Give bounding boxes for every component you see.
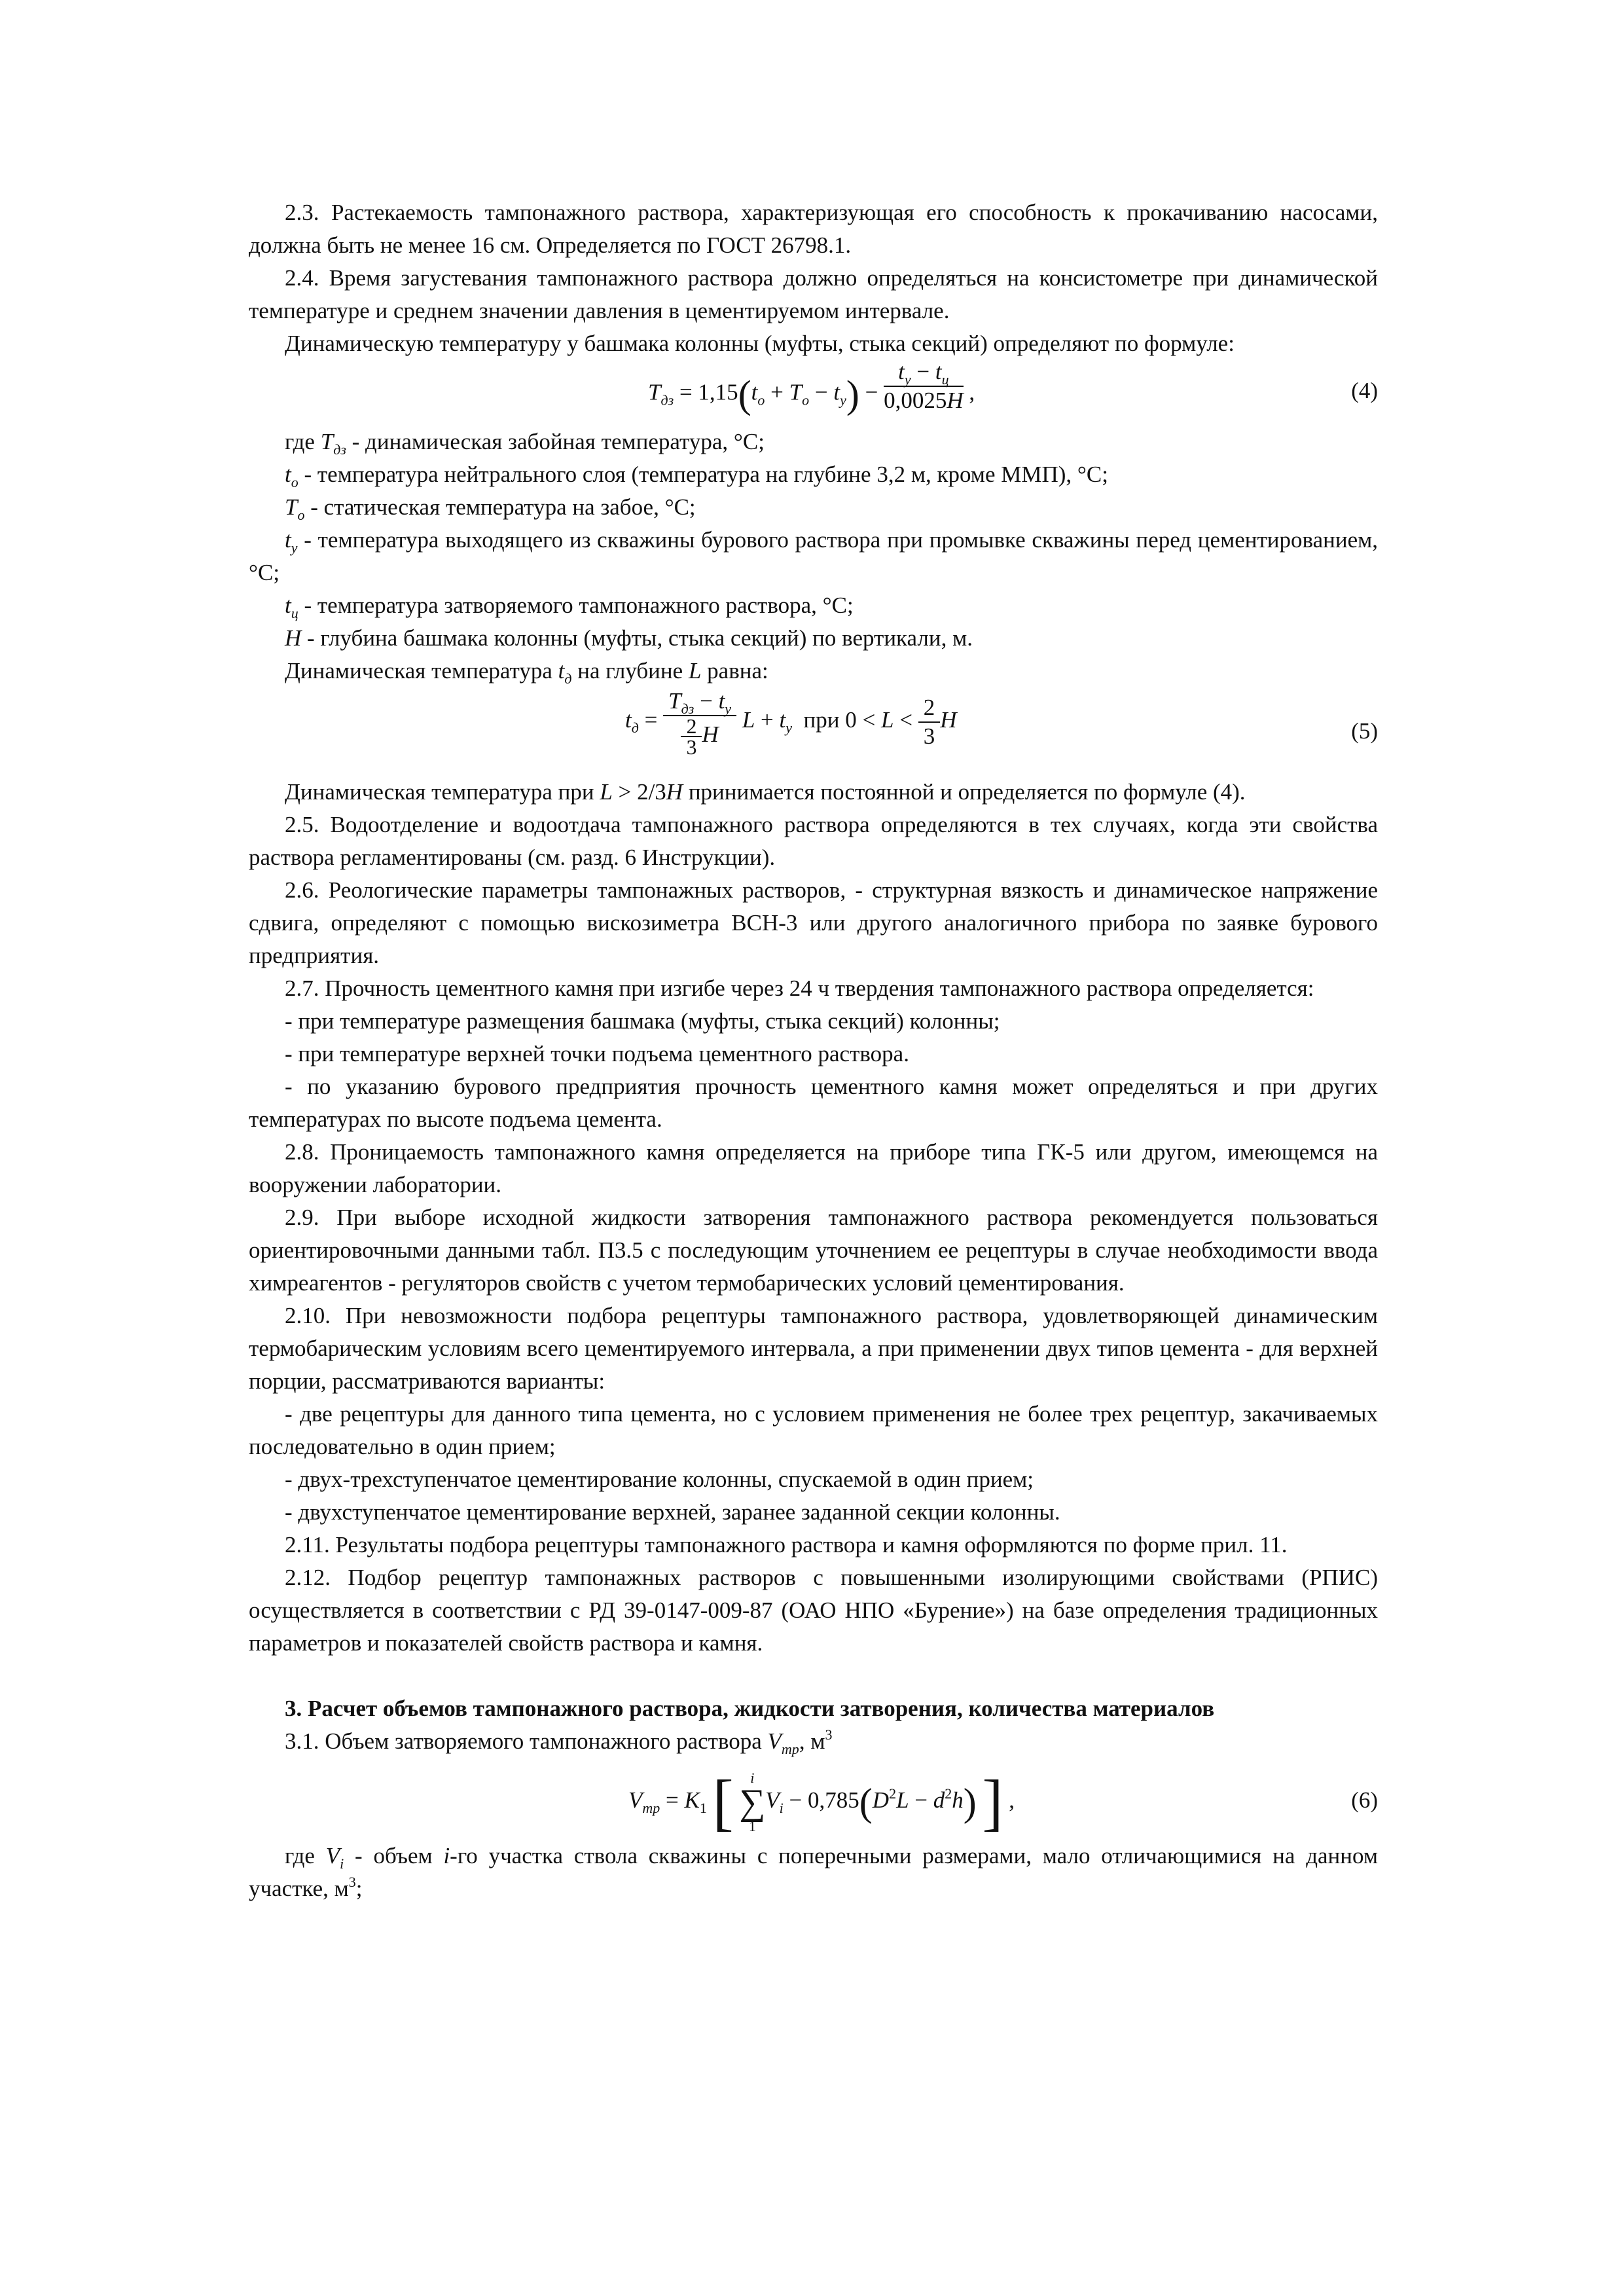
section-3-heading: 3. Расчет объемов тампонажного раствора, жидкости затворения, количества материалов: [285, 1696, 1215, 1721]
paragraph-2-8: 2.8. Проницаемость тампонажного камня определяется на приборе типа ГК-5 или другом, имеющемся на вооружении лаборатории.: [249, 1139, 1378, 1197]
paragraph-2-4: 2.4. Время загустевания тампонажного раствора должно определяться на консистометре при динамической температуре и среднем значении давления в цементируемом интервале.: [249, 265, 1378, 323]
definition-to: $t_o$ - температура нейтрального слоя (температура на глубине 3,2 м, кроме ММП), °С;: [285, 462, 1108, 490]
formula-4: $T_{дз} = 1,15(t_o + T_o - t_у)$ − $\frac{t_у - t_ц}{0,0025H}$ , (4): [648, 359, 1378, 416]
definition-ty: $t_у$ - температура выходящего из скважины бурового раствора при промывке скважины перед цементированием, °С;: [249, 527, 1378, 585]
formula-6: $V_{тр} = K_1$ [ i ∑ 1 $V_i - 0,785(D^2L - d^2h)$ ] , (6): [628, 1767, 1378, 1837]
definition-To: $T_o$ - статическая температура на забое, °С;: [285, 494, 696, 523]
paragraph-2-5: 2.5. Водоотделение и водоотдача тампонажного раствора определяются в тех случаях, когда эти свойства раствора регламентированы (см. разд. 6 Инструкции).: [249, 812, 1378, 870]
definition-H: H - глубина башмака колонны (муфты, стыка секций) по вертикали, м.: [285, 625, 973, 651]
definition-Vi: где $V_i$ - объем i-го участка ствола скважины с поперечными размерами, мало отличающимися на данном участке, $м^3$;: [249, 1843, 1378, 1901]
document-page: [249, 196, 1378, 1905]
paragraph-2-12: 2.12. Подбор рецептур тампонажных растворов с повышенными изолирующими свойствами (РПИС) осуществляется в соответствии с РД 39-0147-009-87 (ОАО НПО «Бурение») на базе определения традиционных параметров и показателей свойств раствора и камня.: [249, 1565, 1378, 1656]
list-item-2-10-b: - двух-трехступенчатое цементирование колонны, спускаемой в один прием;: [285, 1467, 1034, 1492]
paragraph-2-6: 2.6. Реологические параметры тампонажных растворов, - структурная вязкость и динамическое напряжение сдвига, определяют с помощью вискозиметра ВСН-3 или другого аналогичного прибора по заявке бурового предприятия.: [249, 877, 1378, 968]
formula-5-number: (5): [1351, 718, 1378, 744]
dynamic-temp-at-depth: Динамическая температура $t_д$ на глубине L равна:: [285, 658, 768, 687]
formula-4-number: (4): [1351, 378, 1378, 403]
definition-Toz: где $T_{дз}$ - динамическая забойная температура, °С;: [285, 429, 765, 458]
paragraph-2-10: 2.10. При невозможности подбора рецептуры тампонажного раствора, удовлетворяющей динамическим термобарическим условиям всего цементируемого интервала, а при применении двух типов цемента - для верхней порции, рассматриваются варианты:: [249, 1303, 1378, 1394]
list-item-2-7-c: - по указанию бурового предприятия прочность цементного камня может определяться и при других температурах по высоте подъема цемента.: [249, 1074, 1378, 1132]
formula-6-number: (6): [1351, 1787, 1378, 1813]
definition-tc: $t_ц$ - температура затворяемого тампонажного раствора, °С;: [285, 592, 854, 621]
paragraph-constant-temp: Динамическая температура при L > 2/3H принимается постоянной и определяется по формуле (4).: [285, 779, 1246, 805]
paragraph-3-1: 3.1. Объем затворяемого тампонажного раствора $V_{тр}$, $м^3$: [285, 1726, 833, 1757]
paragraph-dynamic-temp-intro: Динамическую температуру у башмака колонны (муфты, стыка секций) определяют по формуле:: [285, 331, 1235, 356]
paragraph-2-3: 2.3. Растекаемость тампонажного раствора, характеризующая его способность к прокачиванию насосами, должна быть не менее 16 см. Определяется по ГОСТ 26798.1.: [249, 200, 1378, 258]
list-item-2-7-b: - при температуре верхней точки подъема цементного раствора.: [285, 1041, 909, 1066]
paragraph-2-7: 2.7. Прочность цементного камня при изгибе через 24 ч твердения тампонажного раствора определяется:: [285, 975, 1314, 1001]
list-item-2-10-c: - двухступенчатое цементирование верхней, заранее заданной секции колонны.: [285, 1499, 1060, 1525]
paragraph-2-9: 2.9. При выборе исходной жидкости затворения тампонажного раствора рекомендуется пользоваться ориентировочными данными табл. П3.5 с последующим уточнением ее рецептуры в случае необходимости ввода химреагентов - регуляторов свойств с учетом термобарических условий цементирования.: [249, 1205, 1378, 1296]
list-item-2-7-a: - при температуре размещения башмака (муфты, стыка секций) колонны;: [285, 1008, 1000, 1034]
formula-5: $t_д$ = $T_{дз} - t_у$ $\frac{2}{3}$ H $L + t_у$ при 0 < L < $\frac{2}{3}$ H (5): [625, 688, 1378, 759]
list-item-2-10-a: - две рецептуры для данного типа цемента, но с условием применения не более трех рецептур, закачиваемых последовательно в один прием;: [249, 1401, 1378, 1459]
paragraph-2-11: 2.11. Результаты подбора рецептуры тампонажного раствора и камня оформляются по форме прил. 11.: [285, 1532, 1288, 1558]
